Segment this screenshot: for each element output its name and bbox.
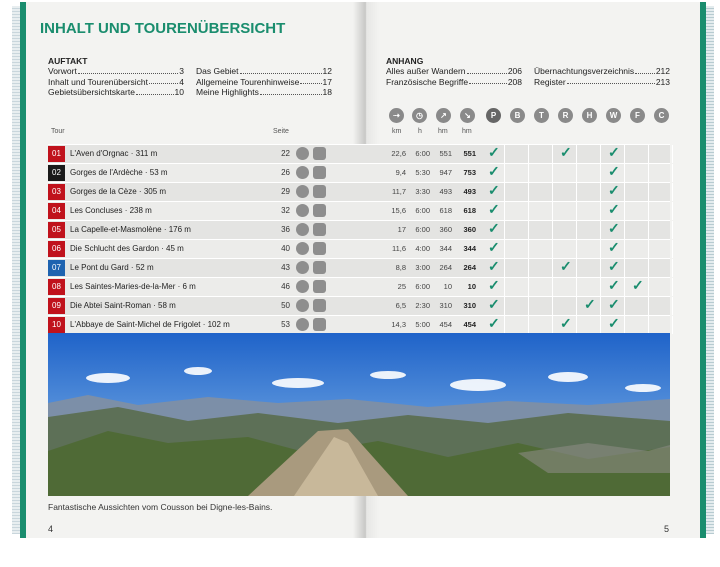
tour-descent: 10 — [467, 282, 476, 291]
col-header-hm2: hm — [462, 128, 472, 135]
tour-descent: 618 — [463, 206, 476, 215]
toc-entry-page: 208 — [507, 76, 522, 87]
toc-dots — [136, 87, 174, 95]
column-divider — [552, 240, 553, 258]
column-divider — [504, 183, 505, 201]
tour-descent: 753 — [463, 168, 476, 177]
column-divider — [672, 183, 673, 201]
column-divider — [504, 164, 505, 182]
tour-hours: 6:00 — [415, 206, 430, 215]
column-divider — [624, 316, 625, 334]
check-mark-icon: ✓ — [608, 220, 620, 236]
toc-entry-title: Gebietsübersichtskarte — [48, 87, 135, 97]
column-divider — [600, 259, 601, 277]
winter-icon: W — [606, 108, 621, 123]
tour-page: 26 — [281, 168, 290, 177]
column-divider — [528, 183, 529, 201]
tour-ascent: 493 — [439, 187, 452, 196]
family-icon — [313, 185, 326, 198]
column-divider — [528, 145, 529, 163]
tour-ascent: 10 — [443, 282, 452, 291]
tour-ascent: 551 — [439, 149, 452, 158]
toc-dots — [78, 66, 178, 74]
tour-row[interactable] — [48, 315, 670, 334]
check-mark-icon: ✓ — [608, 315, 620, 331]
difficulty-icon — [296, 242, 309, 255]
tour-page: 32 — [281, 206, 290, 215]
tour-page: 46 — [281, 282, 290, 291]
column-divider — [576, 183, 577, 201]
toc-right-col2 — [534, 66, 670, 87]
difficulty-icon — [296, 299, 309, 312]
check-mark-icon: ✓ — [488, 163, 500, 179]
tour-ascent: 360 — [439, 225, 452, 234]
check-mark-icon: ✓ — [608, 201, 620, 217]
toc-entry-title: Vorwort — [48, 66, 77, 76]
tour-descent: 454 — [463, 320, 476, 329]
column-divider — [600, 221, 601, 239]
tour-row[interactable] — [48, 220, 670, 239]
col-header-tour: Tour — [51, 128, 65, 135]
tour-descent: 551 — [463, 149, 476, 158]
car-icon: C — [654, 108, 669, 123]
page-number-right: 5 — [664, 524, 670, 534]
column-divider — [504, 316, 505, 334]
column-divider — [648, 278, 649, 296]
toc-entry[interactable] — [196, 87, 332, 98]
toc-entry-title: Alles außer Wandern — [386, 66, 466, 76]
toc-dots — [469, 77, 507, 85]
column-divider — [528, 316, 529, 334]
difficulty-icon — [296, 261, 309, 274]
tour-page: 43 — [281, 263, 290, 272]
toc-entry-title: Meine Highlights — [196, 87, 259, 97]
distance-icon: ⇢ — [389, 108, 404, 123]
toc-entry-title: Allgemeine Tourenhinweise — [196, 76, 300, 87]
tour-km: 25 — [397, 282, 406, 291]
tour-row[interactable] — [48, 144, 670, 163]
tour-number: 09 — [48, 298, 65, 314]
tour-ascent: 310 — [439, 301, 452, 310]
page-edge-left — [12, 6, 20, 534]
column-divider — [576, 297, 577, 315]
check-mark-icon: ✓ — [608, 258, 620, 274]
col-header-km: km — [392, 128, 402, 135]
column-divider — [624, 278, 625, 296]
tour-hours: 4:00 — [415, 244, 430, 253]
toc-entry-page: 4 — [179, 76, 184, 87]
column-divider — [624, 183, 625, 201]
toc-left-col2 — [196, 66, 332, 98]
toc-entry-page: 213 — [655, 76, 670, 87]
column-divider — [504, 297, 505, 315]
column-divider — [624, 240, 625, 258]
tour-name: Les Concluses · 238 m — [70, 206, 152, 215]
bus-icon: B — [510, 108, 525, 123]
column-divider — [600, 183, 601, 201]
column-divider — [552, 259, 553, 277]
check-mark-icon: ✓ — [632, 277, 644, 293]
column-divider — [576, 202, 577, 220]
tour-km: 11,6 — [391, 244, 406, 253]
tour-name: L'Aven d'Orgnac · 311 m — [70, 149, 158, 158]
check-mark-icon: ✓ — [560, 258, 572, 274]
tour-number: 04 — [48, 203, 65, 219]
toc-entry-page: 10 — [174, 87, 184, 97]
column-divider — [528, 278, 529, 296]
difficulty-icon — [296, 318, 309, 331]
toc-section-anhang: ANHANG — [386, 56, 424, 66]
tour-hours: 5:30 — [415, 168, 430, 177]
page-edge-right — [706, 6, 714, 534]
check-mark-icon: ✓ — [488, 315, 500, 331]
column-divider — [504, 278, 505, 296]
tour-number: 02 — [48, 165, 65, 181]
tour-descent: 360 — [463, 225, 476, 234]
column-divider — [528, 259, 529, 277]
check-mark-icon: ✓ — [488, 258, 500, 274]
tour-row[interactable] — [48, 239, 670, 258]
difficulty-icon — [296, 147, 309, 160]
tour-name: Die Abtei Saint-Roman · 58 m — [70, 301, 176, 310]
column-divider — [648, 316, 649, 334]
toc-entry[interactable] — [48, 87, 184, 98]
tour-hours: 3:00 — [415, 263, 430, 272]
column-divider — [672, 278, 673, 296]
check-mark-icon: ✓ — [608, 182, 620, 198]
column-divider — [552, 183, 553, 201]
tour-hours: 6:00 — [415, 225, 430, 234]
column-divider — [672, 240, 673, 258]
col-header-h: h — [418, 128, 422, 135]
hut-icon: H — [582, 108, 597, 123]
tour-number: 10 — [48, 317, 65, 333]
column-divider — [600, 240, 601, 258]
toc-entry[interactable] — [196, 77, 332, 88]
tour-row[interactable] — [48, 258, 670, 277]
col-header-hm1: hm — [438, 128, 448, 135]
tour-row[interactable] — [48, 277, 670, 296]
tour-ascent: 264 — [439, 263, 452, 272]
column-divider — [648, 297, 649, 315]
tour-name: La Capelle-et-Masmolène · 176 m — [70, 225, 191, 234]
family-icon — [313, 166, 326, 179]
tour-descent: 310 — [463, 301, 476, 310]
toc-entry[interactable] — [534, 66, 670, 77]
tour-page: 53 — [281, 320, 290, 329]
family-icon — [313, 204, 326, 217]
column-divider — [504, 221, 505, 239]
check-mark-icon: ✓ — [608, 296, 620, 312]
toc-dots — [260, 87, 322, 95]
tour-km: 9,4 — [395, 168, 406, 177]
toc-entry-title: Übernachtungsverzeichnis — [534, 66, 635, 76]
tour-ascent: 947 — [439, 168, 452, 177]
tour-descent: 264 — [463, 263, 476, 272]
check-mark-icon: ✓ — [560, 315, 572, 331]
tour-number: 05 — [48, 222, 65, 238]
tour-name: L'Abbaye de Saint-Michel de Frigolet · 102 m — [70, 320, 230, 329]
column-divider — [528, 202, 529, 220]
column-divider — [648, 259, 649, 277]
tour-page: 50 — [281, 301, 290, 310]
toc-entry-title: Register — [534, 76, 566, 87]
tour-row[interactable] — [48, 296, 670, 315]
toc-entry-page: 206 — [507, 66, 522, 76]
family-icon — [313, 223, 326, 236]
tour-page: 22 — [281, 149, 290, 158]
tour-number: 08 — [48, 279, 65, 295]
column-divider — [648, 202, 649, 220]
descent-icon: ↘ — [460, 108, 475, 123]
toc-entry[interactable] — [48, 66, 184, 77]
column-divider — [576, 164, 577, 182]
column-divider — [576, 240, 577, 258]
column-divider — [600, 278, 601, 296]
tour-km: 11,7 — [391, 187, 406, 196]
tour-page: 40 — [281, 244, 290, 253]
tour-row[interactable] — [48, 163, 670, 182]
tour-km: 6,5 — [395, 301, 406, 310]
column-divider — [672, 297, 673, 315]
tour-number: 07 — [48, 260, 65, 276]
check-mark-icon: ✓ — [608, 277, 620, 293]
clock-icon: ◷ — [412, 108, 427, 123]
column-divider — [600, 202, 601, 220]
page-number-left: 4 — [48, 524, 54, 534]
ascent-icon: ↗ — [436, 108, 451, 123]
tour-ascent: 618 — [439, 206, 452, 215]
family-icon — [313, 242, 326, 255]
tour-km: 17 — [397, 225, 406, 234]
column-divider — [648, 145, 649, 163]
check-mark-icon: ✓ — [488, 277, 500, 293]
column-divider — [504, 259, 505, 277]
toc-entry-title: Das Gebiet — [196, 66, 239, 76]
column-divider — [552, 221, 553, 239]
column-divider — [576, 145, 577, 163]
tour-km: 14,3 — [391, 320, 406, 329]
toc-section-auftakt: AUFTAKT — [48, 56, 88, 66]
toc-entry-page: 18 — [322, 87, 332, 97]
tour-hours: 6:00 — [415, 149, 430, 158]
check-mark-icon: ✓ — [608, 144, 620, 160]
tour-table — [48, 144, 670, 334]
family-icon — [313, 299, 326, 312]
column-divider — [552, 316, 553, 334]
family-icon — [313, 147, 326, 160]
column-divider — [552, 145, 553, 163]
toc-entry[interactable] — [386, 66, 522, 77]
family-icon — [313, 261, 326, 274]
toc-dots — [240, 66, 322, 74]
check-mark-icon: ✓ — [488, 182, 500, 198]
column-divider — [600, 164, 601, 182]
toc-entry-title: Inhalt und Tourenübersicht — [48, 76, 149, 87]
check-mark-icon: ✓ — [488, 239, 500, 255]
difficulty-icon — [296, 204, 309, 217]
column-divider — [672, 202, 673, 220]
column-divider — [504, 145, 505, 163]
toc-dots — [467, 66, 507, 74]
toc-entry[interactable] — [48, 77, 184, 88]
tour-ascent: 454 — [439, 320, 452, 329]
restaurant-icon: R — [558, 108, 573, 123]
column-divider — [552, 297, 553, 315]
tour-descent: 344 — [463, 244, 476, 253]
tour-name: Gorges de l'Ardèche · 53 m — [70, 168, 168, 177]
page-title: INHALT UND TOURENÜBERSICHT — [40, 20, 286, 37]
column-divider — [672, 259, 673, 277]
tour-row[interactable] — [48, 201, 670, 220]
column-divider — [552, 278, 553, 296]
tour-number: 03 — [48, 184, 65, 200]
column-divider — [552, 202, 553, 220]
check-mark-icon: ✓ — [560, 144, 572, 160]
tour-name: Le Pont du Gard · 52 m — [70, 263, 154, 272]
column-divider — [624, 297, 625, 315]
bike-icon: F — [630, 108, 645, 123]
tour-km: 22,6 — [391, 149, 406, 158]
toc-left-col1 — [48, 66, 184, 98]
column-divider — [528, 297, 529, 315]
toc-entry-page: 12 — [322, 66, 332, 76]
column-divider — [648, 221, 649, 239]
tour-name: Die Schlucht des Gardon · 45 m — [70, 244, 184, 253]
col-header-seite: Seite — [273, 128, 289, 135]
check-mark-icon: ✓ — [488, 220, 500, 236]
tour-hours: 6:00 — [415, 282, 430, 291]
tour-number: 06 — [48, 241, 65, 257]
parking-icon: P — [486, 108, 501, 123]
tour-hours: 2:30 — [415, 301, 430, 310]
toc-dots — [567, 77, 655, 85]
column-divider — [576, 278, 577, 296]
difficulty-icon — [296, 166, 309, 179]
tour-page: 29 — [281, 187, 290, 196]
column-divider — [600, 297, 601, 315]
tour-descent: 493 — [463, 187, 476, 196]
check-mark-icon: ✓ — [608, 239, 620, 255]
tour-name: Gorges de la Cèze · 305 m — [70, 187, 167, 196]
column-divider — [528, 240, 529, 258]
toc-dots — [149, 77, 178, 85]
check-mark-icon: ✓ — [584, 296, 596, 312]
column-divider — [600, 145, 601, 163]
photo-caption: Fantastische Aussichten vom Cousson bei Digne-les-Bains. — [48, 502, 273, 512]
check-mark-icon: ✓ — [488, 201, 500, 217]
column-divider — [552, 164, 553, 182]
column-divider — [624, 259, 625, 277]
toc-entry[interactable] — [386, 77, 522, 88]
column-divider — [528, 164, 529, 182]
toc-entry-title: Französische Begriffe — [386, 76, 469, 87]
check-mark-icon: ✓ — [608, 163, 620, 179]
check-mark-icon: ✓ — [488, 296, 500, 312]
column-divider — [576, 316, 577, 334]
column-divider — [624, 145, 625, 163]
column-divider — [648, 164, 649, 182]
tour-row[interactable] — [48, 182, 670, 201]
tour-name: Les Saintes-Maries-de-la-Mer · 6 m — [70, 282, 196, 291]
column-divider — [672, 221, 673, 239]
tour-hours: 5:00 — [415, 320, 430, 329]
column-divider — [624, 202, 625, 220]
column-divider — [504, 202, 505, 220]
toc-entry-page: 17 — [322, 76, 332, 87]
family-icon — [313, 318, 326, 331]
tour-number: 01 — [48, 146, 65, 162]
cable-car-icon: T — [534, 108, 549, 123]
column-divider — [672, 145, 673, 163]
column-divider — [672, 316, 673, 334]
tour-km: 15,6 — [391, 206, 406, 215]
family-icon — [313, 280, 326, 293]
toc-entry[interactable] — [534, 77, 670, 88]
column-divider — [576, 221, 577, 239]
toc-entry-page: 3 — [179, 66, 184, 76]
toc-entry[interactable] — [196, 66, 332, 77]
panorama-photo — [48, 333, 670, 496]
tour-km: 8,8 — [395, 263, 406, 272]
column-divider — [624, 221, 625, 239]
tour-page: 36 — [281, 225, 290, 234]
toc-entry-page: 212 — [655, 66, 670, 76]
toc-dots — [635, 66, 655, 74]
column-divider — [504, 240, 505, 258]
toc-right-col1 — [386, 66, 522, 87]
difficulty-icon — [296, 223, 309, 236]
column-divider — [648, 183, 649, 201]
column-divider — [624, 164, 625, 182]
difficulty-icon — [296, 185, 309, 198]
column-divider — [648, 240, 649, 258]
column-divider — [672, 164, 673, 182]
tour-ascent: 344 — [439, 244, 452, 253]
column-divider — [576, 259, 577, 277]
difficulty-icon — [296, 280, 309, 293]
tour-hours: 3:30 — [415, 187, 430, 196]
check-mark-icon: ✓ — [488, 144, 500, 160]
column-divider — [600, 316, 601, 334]
toc-dots — [300, 77, 321, 85]
column-divider — [528, 221, 529, 239]
